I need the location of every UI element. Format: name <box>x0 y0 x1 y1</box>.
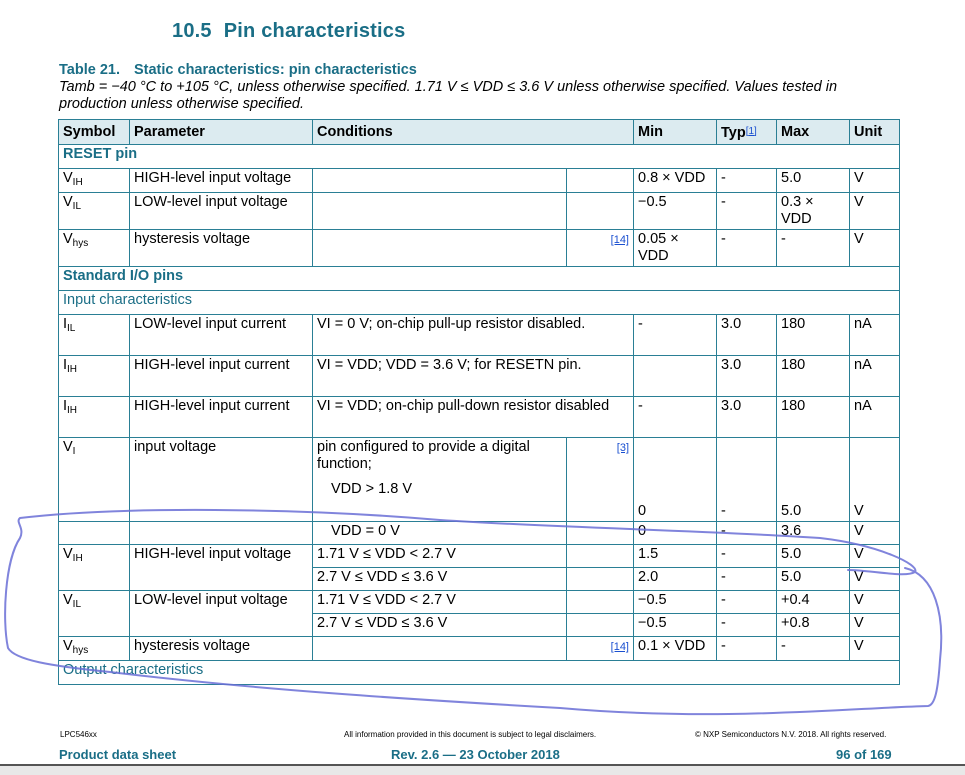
note-link-14[interactable]: [14] <box>567 637 634 661</box>
table-row <box>59 591 900 614</box>
min-cell: 0 <box>634 438 717 522</box>
header-parameter: Parameter <box>130 120 313 145</box>
max-cell: 5.0 <box>777 169 850 193</box>
condition-vdd-text: VDD = 0 V <box>331 523 400 539</box>
parameter-cell: HIGH-level input voltage <box>130 545 313 591</box>
min-cell: −0.5 <box>634 614 717 637</box>
typ-cell: - <box>717 169 777 193</box>
unit-cell: V <box>850 545 900 568</box>
footer-page-number: 96 of 169 <box>836 747 892 762</box>
symbol-cell <box>59 193 130 230</box>
min-cell: 1.5 <box>634 545 717 568</box>
typ-cell: 3.0 <box>717 356 777 397</box>
min-cell: 0.05 × VDD <box>634 230 717 267</box>
conditions-cell: VI = VDD; VDD = 3.6 V; for RESETN pin. <box>313 356 634 397</box>
max-cell: - <box>777 230 850 267</box>
symbol-base: V <box>63 231 73 247</box>
table-row <box>59 397 900 438</box>
symbol-sub: IL <box>72 599 82 610</box>
typ-cell: - <box>717 522 777 545</box>
note-cell <box>567 545 634 568</box>
min-cell: 0.1 × VDD <box>634 637 717 661</box>
footer-disclaimer: All information provided in this document is subject to legal disclaimers. <box>344 730 597 739</box>
header-min: Min <box>634 120 717 145</box>
unit-cell: V <box>850 614 900 637</box>
conditions-cell: 1.71 V ≤ VDD < 2.7 V <box>313 591 567 614</box>
symbol-base: V <box>63 170 73 186</box>
unit-cell: V <box>850 522 900 545</box>
typ-footnote-link[interactable]: [1] <box>745 125 757 137</box>
parameter-cell <box>130 522 313 545</box>
parameter-cell: LOW-level input current <box>130 315 313 356</box>
unit-cell: V <box>850 438 900 522</box>
max-cell: 5.0 <box>777 568 850 591</box>
section-number: 10.5 <box>172 20 212 42</box>
section-row-standard-io <box>59 267 900 291</box>
symbol-sub: I <box>72 446 76 457</box>
typ-cell: - <box>717 637 777 661</box>
conditions-cell <box>313 230 567 267</box>
subsection-label-input: Input characteristics <box>59 291 900 315</box>
typ-cell: - <box>717 438 777 522</box>
min-cell: 0.8 × VDD <box>634 169 717 193</box>
condition-text: pin configured to provide a digital function; <box>317 439 530 472</box>
table-row <box>59 193 900 230</box>
symbol-base: V <box>63 439 73 455</box>
header-unit: Unit <box>850 120 900 145</box>
symbol-base: V <box>63 546 73 562</box>
max-cell: 0.3 × VDD <box>777 193 850 230</box>
symbol-base: I <box>63 357 68 373</box>
symbol-sub: IL <box>72 201 82 212</box>
footer-revision: Rev. 2.6 — 23 October 2018 <box>391 747 560 762</box>
min-cell: 0 <box>634 522 717 545</box>
table-row <box>59 230 900 267</box>
conditions-cell: 2.7 V ≤ VDD ≤ 3.6 V <box>313 568 567 591</box>
symbol-cell <box>59 591 130 637</box>
subsection-row-output <box>59 661 900 685</box>
conditions-cell <box>313 522 567 545</box>
unit-cell: V <box>850 193 900 230</box>
max-cell: +0.4 <box>777 591 850 614</box>
typ-cell: - <box>717 568 777 591</box>
note-cell <box>567 193 634 230</box>
unit-cell: V <box>850 230 900 267</box>
typ-cell: 3.0 <box>717 315 777 356</box>
typ-cell: - <box>717 545 777 568</box>
footer-doctype: Product data sheet <box>59 747 177 762</box>
parameter-cell: HIGH-level input current <box>130 397 313 438</box>
symbol-cell <box>59 356 130 397</box>
max-cell: 180 <box>777 356 850 397</box>
pin-characteristics-table <box>58 119 900 685</box>
conditions-cell <box>313 193 567 230</box>
symbol-base: I <box>63 316 68 332</box>
header-typ-label: Typ <box>721 124 746 141</box>
table-row <box>59 545 900 568</box>
table-row <box>59 522 900 545</box>
typ-cell: - <box>717 193 777 230</box>
unit-cell: nA <box>850 356 900 397</box>
note-link-14[interactable]: [14] <box>567 230 634 267</box>
max-cell: 5.0 <box>777 545 850 568</box>
section-title: Pin characteristics <box>223 20 406 42</box>
unit-cell: nA <box>850 315 900 356</box>
table-row-input-voltage <box>59 438 900 522</box>
symbol-cell <box>59 545 130 591</box>
unit-cell: V <box>850 169 900 193</box>
table-row <box>59 637 900 661</box>
header-conditions: Conditions <box>313 120 634 145</box>
parameter-cell: hysteresis voltage <box>130 637 313 661</box>
max-cell: 3.6 <box>777 522 850 545</box>
unit-cell: V <box>850 568 900 591</box>
symbol-cell <box>59 230 130 267</box>
footer-copyright: © NXP Semiconductors N.V. 2018. All rights reserved. <box>695 730 887 739</box>
note-cell <box>567 591 634 614</box>
typ-cell: - <box>717 614 777 637</box>
note-cell <box>567 568 634 591</box>
symbol-sub: hys <box>72 238 89 249</box>
symbol-cell <box>59 397 130 438</box>
min-cell: - <box>634 397 717 438</box>
conditions-cell: 1.71 V ≤ VDD < 2.7 V <box>313 545 567 568</box>
note-cell <box>567 522 634 545</box>
conditions-cell: VI = 0 V; on-chip pull-up resistor disabled. <box>313 315 634 356</box>
window-bottom-bar <box>0 764 965 775</box>
section-label-standard-io: Standard I/O pins <box>59 267 900 291</box>
section-row-reset <box>59 145 900 169</box>
symbol-base: V <box>63 638 73 654</box>
table-number: Table 21. <box>59 62 120 78</box>
min-cell: - <box>634 315 717 356</box>
max-cell: +0.8 <box>777 614 850 637</box>
table-row <box>59 169 900 193</box>
table-caption <box>59 62 899 113</box>
conditions-cell <box>313 637 567 661</box>
conditions-cell: VI = VDD; on-chip pull-down resistor disabled <box>313 397 634 438</box>
symbol-sub: IH <box>67 405 78 416</box>
header-symbol: Symbol <box>59 120 130 145</box>
symbol-sub: IL <box>67 323 76 334</box>
conditions-cell <box>313 169 567 193</box>
parameter-cell: LOW-level input voltage <box>130 591 313 637</box>
conditions-cell: 2.7 V ≤ VDD ≤ 3.6 V <box>313 614 567 637</box>
max-cell: 5.0 <box>777 438 850 522</box>
unit-cell: V <box>850 591 900 614</box>
unit-cell: nA <box>850 397 900 438</box>
note-link-3[interactable]: [3] <box>567 438 634 522</box>
symbol-base: I <box>63 398 68 414</box>
parameter-cell: hysteresis voltage <box>130 230 313 267</box>
note-cell <box>567 169 634 193</box>
parameter-cell: HIGH-level input voltage <box>130 169 313 193</box>
min-cell: −0.5 <box>634 591 717 614</box>
conditions-cell <box>313 438 567 522</box>
max-cell: 180 <box>777 315 850 356</box>
note-cell <box>567 614 634 637</box>
max-cell: - <box>777 637 850 661</box>
symbol-cell <box>59 522 130 545</box>
symbol-base: V <box>63 592 73 608</box>
min-cell: 2.0 <box>634 568 717 591</box>
symbol-cell <box>59 315 130 356</box>
table-header-row <box>59 120 900 145</box>
table-row <box>59 356 900 397</box>
parameter-cell: input voltage <box>130 438 313 522</box>
header-typ <box>717 120 777 145</box>
symbol-sub: IH <box>72 177 83 188</box>
symbol-base: V <box>63 194 73 210</box>
symbol-sub: hys <box>72 645 89 656</box>
symbol-cell <box>59 438 130 522</box>
symbol-sub: IH <box>67 364 78 375</box>
section-heading <box>172 20 405 43</box>
parameter-cell: LOW-level input voltage <box>130 193 313 230</box>
unit-cell: V <box>850 637 900 661</box>
table-description: Tamb = −40 °C to +105 °C, unless otherwise specified. 1.71 V ≤ VDD ≤ 3.6 V unless otherwise specified. Values tested in production unless otherwise specified. <box>59 79 838 112</box>
min-cell: −0.5 <box>634 193 717 230</box>
subsection-row-input <box>59 291 900 315</box>
min-cell <box>634 356 717 397</box>
table-row <box>59 315 900 356</box>
section-label-reset: RESET pin <box>59 145 900 169</box>
typ-cell: 3.0 <box>717 397 777 438</box>
typ-cell: - <box>717 230 777 267</box>
subsection-label-output: Output characteristics <box>59 661 900 685</box>
typ-cell: - <box>717 591 777 614</box>
symbol-sub: IH <box>72 553 83 564</box>
table-title: Static characteristics: pin characteristics <box>133 62 417 78</box>
header-max: Max <box>777 120 850 145</box>
footer-part-number: LPC546xx <box>60 730 97 739</box>
symbol-cell <box>59 637 130 661</box>
condition-vdd-text: VDD > 1.8 V <box>331 481 412 497</box>
symbol-cell <box>59 169 130 193</box>
max-cell: 180 <box>777 397 850 438</box>
parameter-cell: HIGH-level input current <box>130 356 313 397</box>
